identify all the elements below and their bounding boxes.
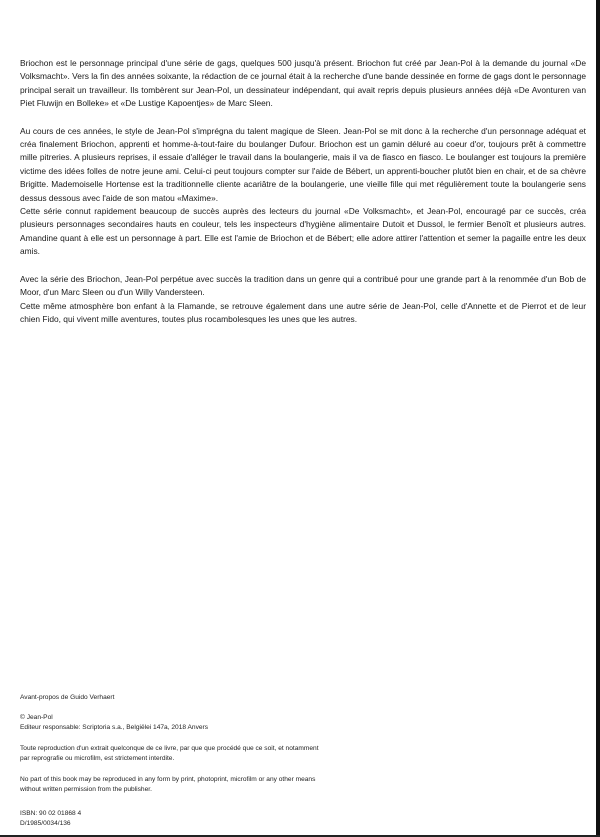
scan-edge-right — [596, 0, 600, 837]
rights-english: No part of this book may be reproduced in any form by print, photoprint, microfilm or any other means without written permission from the publisher. — [20, 776, 316, 793]
paragraph-tradition: Avec la série des Briochon, Jean-Pol perpétue avec succès la tradition dans un genre qui a contribué pour une grande part à la renommée d'un Bob de Moor, d'un Marc Sleen ou d'un Willy Vandersteen. — [20, 273, 586, 298]
paragraph-gap — [20, 111, 586, 125]
paragraph-style: Au cours de ces années, le style de Jean-Pol s'imprégna du talent magique de Sleen. Jean-Pol se mit donc à la recherche d'un personnage adéquat et créa finalement Briochon, apprenti et homme-à-tout-faire du boulanger Dufour. Briochon est un gamin déluré au coeur d'or, toujours prêt à commettre mille pitreries. A plusieurs reprises, il essaie d'alléger le travail dans la boulangerie, mais il va de fiasco en fiasco. Le boulanger est toujours la première victime des idées folles de notre jeune ami. Celui-ci peut toujours compter sur l'aide de Bébert, un apprenti-boucher plutôt bien en chair, et de sa chèvre Brigitte. Mademoiselle Hortense est la traditionnelle cliente acariâtre de la boulangerie, une vieille fille qui met régulièrement toute la boulangerie sens dessus dessous avec l'aide de son matou «Maxime». — [20, 125, 586, 203]
legal-deposit-line: D/1985/0034/136 — [20, 819, 71, 827]
foreword-credit: Avant-propos de Guido Verhaert — [20, 694, 115, 701]
foreword-body — [20, 57, 586, 326]
paragraph-gap — [20, 259, 586, 273]
publisher-line: Editeur responsable: Scriptoria s.a., Belgiëlei 147a, 2018 Anvers — [20, 723, 209, 731]
paragraph-atmosphere: Cette même atmosphère bon enfant à la Flamande, se retrouve également dans une autre série de Jean-Pol, celle d'Annette et de Pierrot et de leur chien Fido, qui vivent mille aventures, toutes plus rocambolesques les unes que les autres. — [20, 300, 586, 324]
rights-french: Toute reproduction d'un extrait quelconque de ce livre, par que que procédé que ce soit, et notamment par reprografie ou microfilm, est strictement interdite. — [20, 745, 319, 762]
copyright-line: © Jean-Pol — [20, 714, 53, 721]
isbn-block — [20, 809, 540, 828]
paragraph-success: Cette série connut rapidement beaucoup de succès auprès des lecteurs du journal «De Volksmacht», et Jean-Pol, encouragé par ce succès, créa plusieurs personnages secondaires hauts en couleur, tels les inspecteurs d'hygiène alimentaire Dutoit et Dussol, le fermier Benoît et plusieurs autres. Amandine quant à elle est un personnage à part. Elle est l'amie de Briochon et de Bébert; elle adore attirer l'attention et semer la pagaille entre les deux amis. — [20, 206, 586, 257]
copyright-block — [20, 713, 540, 732]
isbn-line: ISBN: 90 02 01868 4 — [20, 810, 82, 817]
paragraph-intro: Briochon est le personnage principal d'une série de gags, quelques 500 jusqu'à présent. Briochon fut créé par Jean-Pol à la demande du journal «De Volksmacht». Vers la fin des années soixante, la rédaction de ce journal était à la recherche d'une bande dessinée en forme de gags dont le personnage principal serait un travailleur. Ils tombèrent sur Jean-Pol, un dessinateur indépendant, qui avait repris depuis plusieurs années déjà «De Avonturen van Piet Fluwijn en Bolleke» et «De Lustige Kapoentjes» de Marc Sleen. — [20, 58, 586, 109]
